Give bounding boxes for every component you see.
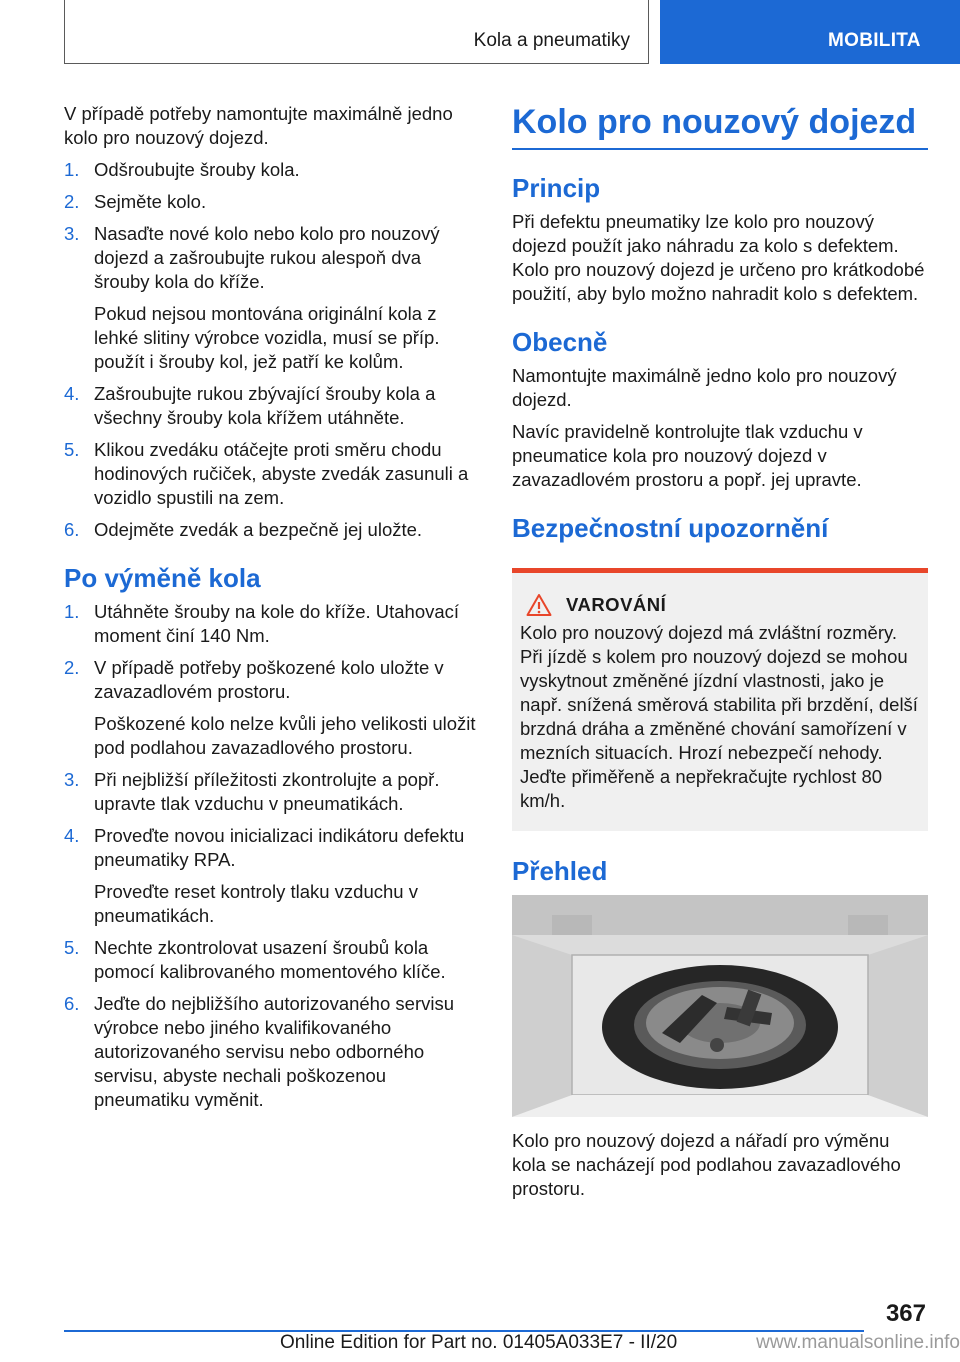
overview-heading: Přehled xyxy=(512,856,608,886)
step-text: Utáhněte šrouby na kole do kříže. Utahovací moment činí 140 Nm. xyxy=(94,601,460,646)
intro-text: V případě potřeby namontujte maximálně jedno kolo pro nouzový dojezd. xyxy=(64,103,453,148)
step-number: 3. xyxy=(64,769,80,790)
left-column xyxy=(64,102,479,1120)
step-number: 2. xyxy=(64,191,80,212)
step-number: 6. xyxy=(64,519,80,540)
principle-heading: Princip xyxy=(512,173,601,203)
general-heading: Obecně xyxy=(512,327,608,357)
footer-edition: Online Edition for Part no. 01405A033E7 - II/20 xyxy=(280,1332,678,1353)
step-text: Odejměte zvedák a bezpečně jej uložte. xyxy=(94,519,423,540)
header-chapter-label: MOBILITA xyxy=(828,30,921,51)
step-text: Nechte zkontrolovat usazení šroubů kola pomocí kalibrovaného momentového klíče. xyxy=(94,937,446,982)
step-text: Nasaďte nové kolo nebo kolo pro nouzový dojezd a zašroubujte rukou alespoň dva šrouby kola do kříže. xyxy=(94,223,440,292)
step-item xyxy=(64,656,479,760)
warning-label: VAROVÁNÍ xyxy=(566,594,667,615)
step-item xyxy=(64,438,479,510)
step-number: 1. xyxy=(64,159,80,180)
step-item xyxy=(64,518,479,542)
step-number: 3. xyxy=(64,223,80,244)
step-text: Zašroubujte rukou zbývající šrouby kola a všechny šrouby kola křížem utáhněte. xyxy=(94,383,436,428)
step-note: Poškozené kolo nelze kvůli jeho velikosti uložit pod podlahou zavazadlového prostoru. xyxy=(94,713,476,758)
step-item xyxy=(64,600,479,648)
step-text: Při nejbližší příležitosti zkontrolujte a popř. upravte tlak vzduchu v pneumatikách. xyxy=(94,769,440,814)
safety-heading: Bezpečnostní upozornění xyxy=(512,513,829,543)
step-item xyxy=(64,936,479,984)
step-number: 1. xyxy=(64,601,80,622)
step-text: Sejměte kolo. xyxy=(94,191,207,212)
header-section-title: Kola a pneumatiky xyxy=(473,30,630,51)
step-text: V případě potřeby poškozené kolo uložte v zavazadlovém prostoru. xyxy=(94,657,444,702)
page-title: Kolo pro nouzový dojezd xyxy=(512,102,928,150)
step-item xyxy=(64,158,479,182)
principle-text: Při defektu pneumatiky lze kolo pro nouzový dojezd použít jako náhradu za kolo s defektem. Kolo pro nouzový dojezd je určeno pro krátkodobé použití, aby bylo možno nahradit kolo s defektem. xyxy=(512,211,925,304)
step-text: Klikou zvedáku otáčejte proti směru chodu hodinových ručiček, abyste zvedák zasunuli a vozidlo spustili na zem. xyxy=(94,439,469,508)
step-number: 5. xyxy=(64,439,80,460)
step-item xyxy=(64,382,479,430)
footer-watermark: www.manualsonline.info xyxy=(756,1332,960,1353)
step-item xyxy=(64,824,479,928)
step-number: 4. xyxy=(64,825,80,846)
replacement-steps xyxy=(64,158,479,542)
general-text-1: Namontujte maximálně jedno kolo pro nouzový dojezd. xyxy=(512,365,897,410)
page-number: 367 xyxy=(885,1300,926,1327)
header-chapter-tab xyxy=(660,0,960,64)
right-column xyxy=(512,102,928,1201)
step-number: 2. xyxy=(64,657,80,678)
spare-wheel-compartment-image xyxy=(512,895,928,1117)
step-note: Pokud nejsou montována originální kola z lehké slitiny výrobce vozidla, musí se příp. použít i šrouby kol, jež patří ke kolům. xyxy=(94,303,440,372)
step-item xyxy=(64,768,479,816)
image-caption: Kolo pro nouzový dojezd a nářadí pro výměnu kola se nacházejí pod podlahou zavazadlového prostoru. xyxy=(512,1130,901,1199)
step-item xyxy=(64,222,479,374)
step-text: Proveďte novou inicializaci indikátoru defektu pneumatiky RPA. xyxy=(94,825,465,870)
step-number: 5. xyxy=(64,937,80,958)
after-change-steps xyxy=(64,600,479,1112)
after-change-heading: Po výměně kola xyxy=(64,563,261,593)
step-number: 6. xyxy=(64,993,80,1014)
step-item xyxy=(64,190,479,214)
warning-text: Kolo pro nouzový dojezd má zvláštní rozměry. Při jízdě s kolem pro nouzový dojezd se mohou vyskytnout změněné jízdní vlastnosti, jako je např. snížená směrová stabilita při brzdění, delší brzdná dráha a změněné chování samořízení v mezních situacích. Hrozí nebezpečí nehody. Jeďte přiměřeně a nepřekračujte rychlost 80 km/h. xyxy=(520,622,918,811)
step-text: Jeďte do nejbližšího autorizovaného servisu výrobce nebo jiného kvalifikovaného autorizovaného servisu nebo odborného servisu, abyste nechali poškozenou pneumatiku vyměnit. xyxy=(94,993,455,1110)
step-item xyxy=(64,992,479,1112)
general-text-2: Navíc pravidelně kontrolujte tlak vzduchu v pneumatice kola pro nouzový dojezd v zavazadlovém prostoru a popř. jej upravte. xyxy=(512,421,863,490)
warning-triangle-icon xyxy=(526,593,552,617)
warning-box xyxy=(512,568,928,831)
step-number: 4. xyxy=(64,383,80,404)
step-note: Proveďte reset kontroly tlaku vzduchu v pneumatikách. xyxy=(94,881,418,926)
step-text: Odšroubujte šrouby kola. xyxy=(94,159,300,180)
